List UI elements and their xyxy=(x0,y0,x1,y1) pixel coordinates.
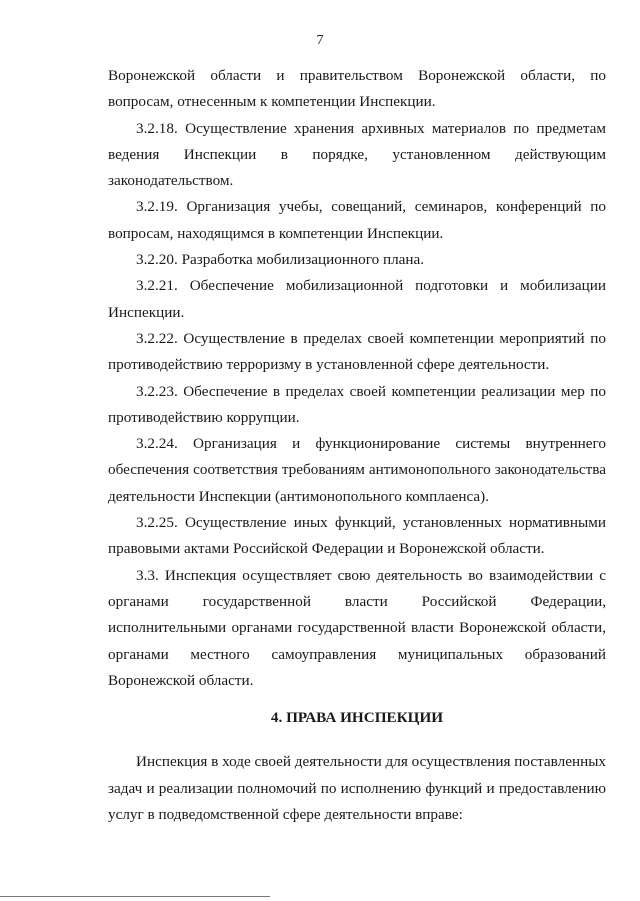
section-paragraph: Инспекция в ходе своей деятельности для осуществления поставленных задач и реализации полномочий по исполнению функций и предоставлению услуг в подведомственной сфере деятельности вправе: xyxy=(108,753,606,823)
document-body xyxy=(108,63,606,694)
paragraph-3-2-20: 3.2.20. Разработка мобилизационного плана. xyxy=(136,251,425,269)
paragraph-3-2-25: 3.2.25. Осуществление иных функций, установленных нормативными правовыми актами Российской Федерации и Воронежской области. xyxy=(108,514,606,558)
continuation-paragraph: Воронежской области и правительством Воронежской области, по вопросам, отнесенным к компетенции Инспекции. xyxy=(108,67,606,111)
paragraph-3-2-23: 3.2.23. Обеспечение в пределах своей компетенции реализации мер по противодействию коррупции. xyxy=(108,382,606,426)
paragraph-3-3: 3.3. Инспекция осуществляет свою деятельность во взаимодействии с органами государственной власти Российской Федерации, исполнительными органами государственной власти Воронежской области, органами местного самоуправления муниципальных образований Воронежской области. xyxy=(108,566,606,689)
page-number: 7 xyxy=(316,33,324,48)
paragraph-3-2-19: 3.2.19. Организация учебы, совещаний, семинаров, конференций по вопросам, находящимся в компетенции Инспекции. xyxy=(108,198,606,242)
paragraph-3-2-18: 3.2.18. Осуществление хранения архивных материалов по предметам ведения Инспекции в порядке, установленном действующим законодательством. xyxy=(108,119,606,190)
section-heading: 4. ПРАВА ИНСПЕКЦИИ xyxy=(270,709,444,726)
paragraph-3-2-22: 3.2.22. Осуществление в пределах своей компетенции мероприятий по противодействию терроризму в установленной сфере деятельности. xyxy=(108,329,606,374)
paragraph-3-2-24: 3.2.24. Организация и функционирование системы внутреннего обеспечения соответствия требованиям антимонопольного законодательства деятельности Инспекции (антимонопольного комплаенса). xyxy=(108,435,606,505)
footer-rule xyxy=(0,896,270,897)
section-body xyxy=(108,749,606,829)
paragraph-3-2-21: 3.2.21. Обеспечение мобилизационной подготовки и мобилизации Инспекции. xyxy=(108,277,606,321)
